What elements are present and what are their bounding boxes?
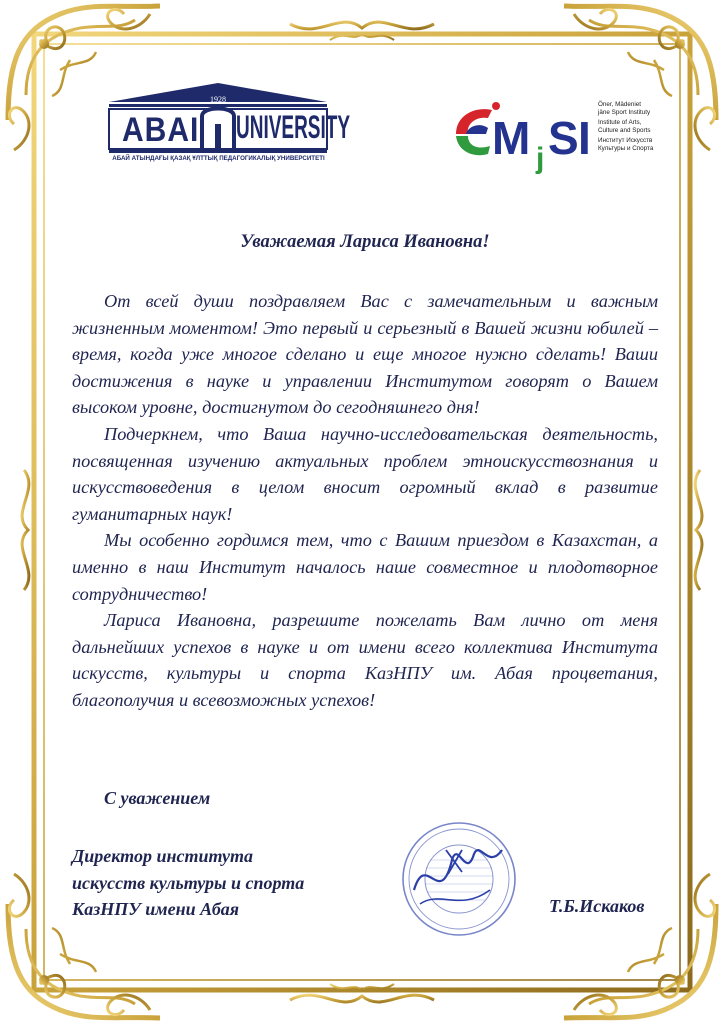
institute-name-line: Культуры и Спорта: [598, 144, 654, 152]
logo-subtitle: АБАЙ АТЫНДАҒЫ ҚАЗАҚ ҰЛТТЫҚ ПЕДАГОГИКАЛЫҚ УНИВЕРСИТЕТІ: [112, 155, 325, 162]
paragraph: Мы особенно гордимся тем, что с Вашим приездом в Казахстан, а именно в наш Институт началось наше совместное и плодотворное сотрудничество!: [72, 530, 658, 604]
position-line: Директор института: [72, 846, 253, 866]
paragraph: От всей души поздравляем Вас с замечательным и важным жизненным моментом! Это первый и серьезный в Вашей жизни юбилей – время, когда уже многое сделано и еще многое нужно сделать! Ваши достижения в науке и управлении Институтом говорят о Вашем высоком уровне, достигнутом до сегодняшнего дня!: [72, 291, 658, 418]
paragraph: Подчеркнем, что Ваша научно-исследовательская деятельность, посвященная изучению актуальных проблем этноискусствознания и искусствоведения в целом вносит огромный вклад в развитие гуманитарных наук!: [72, 423, 658, 524]
closing: С уважением: [104, 788, 211, 808]
institute-name-line: Институт Искусств: [598, 137, 653, 145]
signer-name: Т.Б.Искаков: [549, 896, 645, 916]
institute-name-line: Culture and Sports: [598, 126, 651, 134]
logo-year: 1928: [210, 95, 226, 104]
greeting: Уважаемая Лариса Ивановна!: [240, 232, 490, 252]
position-line: КазНПУ имени Абая: [72, 899, 240, 919]
abai-university-logo: [106, 80, 351, 168]
institute-name-line: Öner, Mädeniet: [598, 101, 642, 108]
institute-name-line: jäne Sport Instituty: [598, 108, 651, 116]
logo-name-right: UNIVERSITY: [236, 111, 351, 147]
letter-body: [72, 232, 658, 714]
institute-mark-icon: [452, 96, 597, 178]
svg-text:I: I: [578, 112, 591, 164]
position-line: искусств культуры и спорта: [72, 872, 305, 893]
stamp-seal-icon: [400, 820, 518, 938]
signatory-position: [72, 843, 304, 923]
svg-text:j: j: [536, 142, 545, 175]
institute-name-line: Institute of Arts,: [598, 119, 642, 127]
paragraph: Лариса Ивановна, разрешите пожелать Вам лично от меня дальнейших успехов в науке и от имени всего коллектива Института искусств, культуры и спорта КазНПУ им. Абая процветания, благополучия и всевозможных успехов!: [72, 610, 658, 710]
svg-text:M: M: [492, 112, 531, 164]
institute-name-block: [598, 101, 668, 153]
logo-name-left: ABAI: [122, 111, 200, 149]
svg-text:S: S: [548, 112, 579, 164]
official-stamp: [400, 820, 518, 938]
